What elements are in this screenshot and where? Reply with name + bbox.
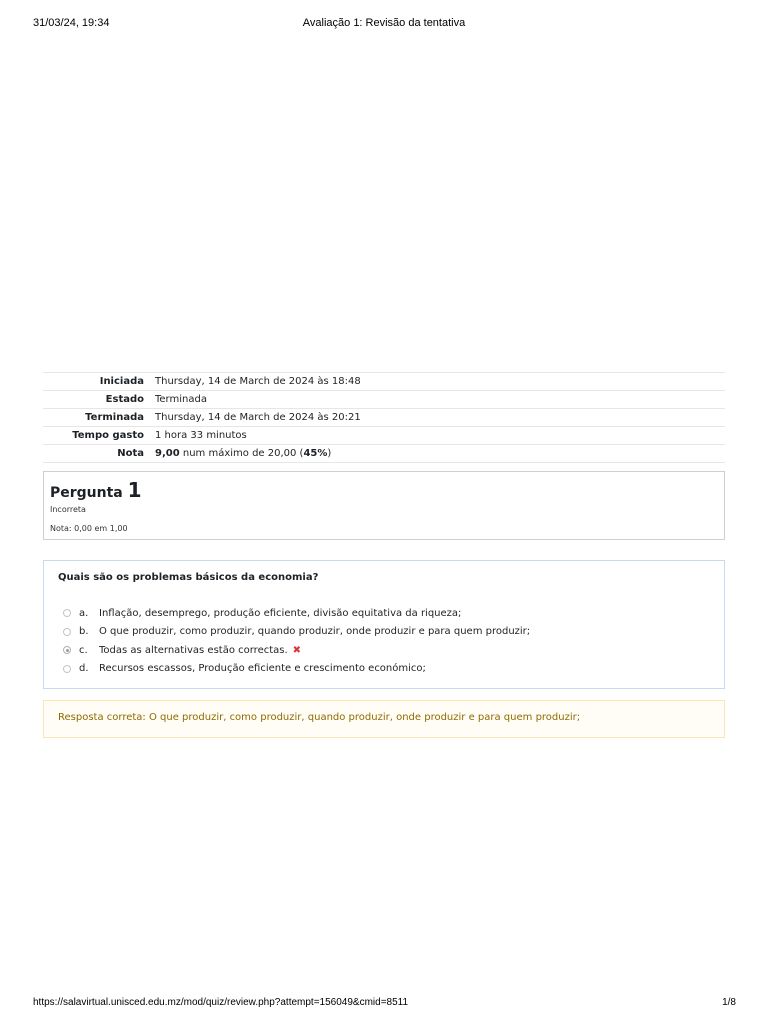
grade-score: 9,00: [155, 448, 180, 459]
answer-option[interactable]: [63, 641, 530, 660]
summary-label: Estado: [43, 391, 150, 409]
radio-button[interactable]: [63, 628, 71, 636]
summary-row: [43, 373, 725, 391]
answer-text: Todas as alternativas estão correctas.: [99, 644, 288, 656]
attempt-summary-table: [43, 372, 725, 463]
summary-value-grade: [150, 445, 725, 463]
answer-letter: b.: [79, 626, 89, 638]
grade-percent: 45%: [303, 448, 328, 459]
summary-row: [43, 445, 725, 463]
answer-list: [63, 604, 530, 678]
question-state: Incorreta: [50, 505, 86, 514]
summary-label: Tempo gasto: [43, 427, 150, 445]
print-header: [0, 17, 768, 31]
answer-letter: a.: [79, 607, 89, 619]
question-info: [43, 471, 725, 540]
summary-row: [43, 427, 725, 445]
answer-text: Inflação, desemprego, produção eficiente, divisão equitativa da riqueza;: [99, 607, 462, 619]
summary-label: Terminada: [43, 409, 150, 427]
answer-letter: c.: [79, 644, 88, 656]
summary-label: Nota: [43, 445, 150, 463]
page-counter: 1/8: [722, 997, 736, 1008]
answer-option[interactable]: [63, 604, 530, 623]
radio-button-selected[interactable]: [63, 646, 71, 654]
radio-button[interactable]: [63, 609, 71, 617]
summary-row: [43, 409, 725, 427]
answer-text: Recursos escassos, Produção eficiente e crescimento económico;: [99, 663, 426, 675]
answer-option[interactable]: [63, 623, 530, 642]
answer-text: O que produzir, como produzir, quando produzir, onde produzir e para quem produzir;: [99, 626, 531, 638]
question-number: [50, 478, 142, 502]
answer-letter: d.: [79, 663, 89, 675]
print-page-title: Avaliação 1: Revisão da tentativa: [302, 17, 466, 29]
radio-button[interactable]: [63, 665, 71, 673]
question-text: Quais são os problemas básicos da economia?: [58, 572, 319, 583]
question-grade: Nota: 0,00 em 1,00: [50, 524, 128, 533]
question-number-value: 1: [127, 478, 142, 502]
summary-value: Thursday, 14 de March de 2024 às 18:48: [150, 373, 725, 391]
grade-close: ): [327, 448, 332, 459]
question-content: [43, 560, 725, 689]
summary-value: Thursday, 14 de March de 2024 às 20:21: [150, 409, 725, 427]
question-label: Pergunta: [50, 485, 123, 501]
right-answer: Resposta correta: O que produzir, como produzir, quando produzir, onde produzir e para quem produzir;: [58, 712, 581, 723]
feedback-box: [43, 700, 725, 738]
print-datetime: 31/03/24, 19:34: [33, 17, 110, 29]
grade-max: num máximo de 20,00 (: [179, 448, 304, 459]
summary-value: Terminada: [150, 391, 725, 409]
answer-option[interactable]: [63, 660, 530, 679]
summary-label: Iniciada: [43, 373, 150, 391]
incorrect-icon: ✖: [292, 644, 302, 656]
summary-row: [43, 391, 725, 409]
print-url: https://salavirtual.unisced.edu.mz/mod/quiz/review.php?attempt=156049&cmid=8511: [33, 997, 409, 1008]
summary-value: 1 hora 33 minutos: [150, 427, 725, 445]
